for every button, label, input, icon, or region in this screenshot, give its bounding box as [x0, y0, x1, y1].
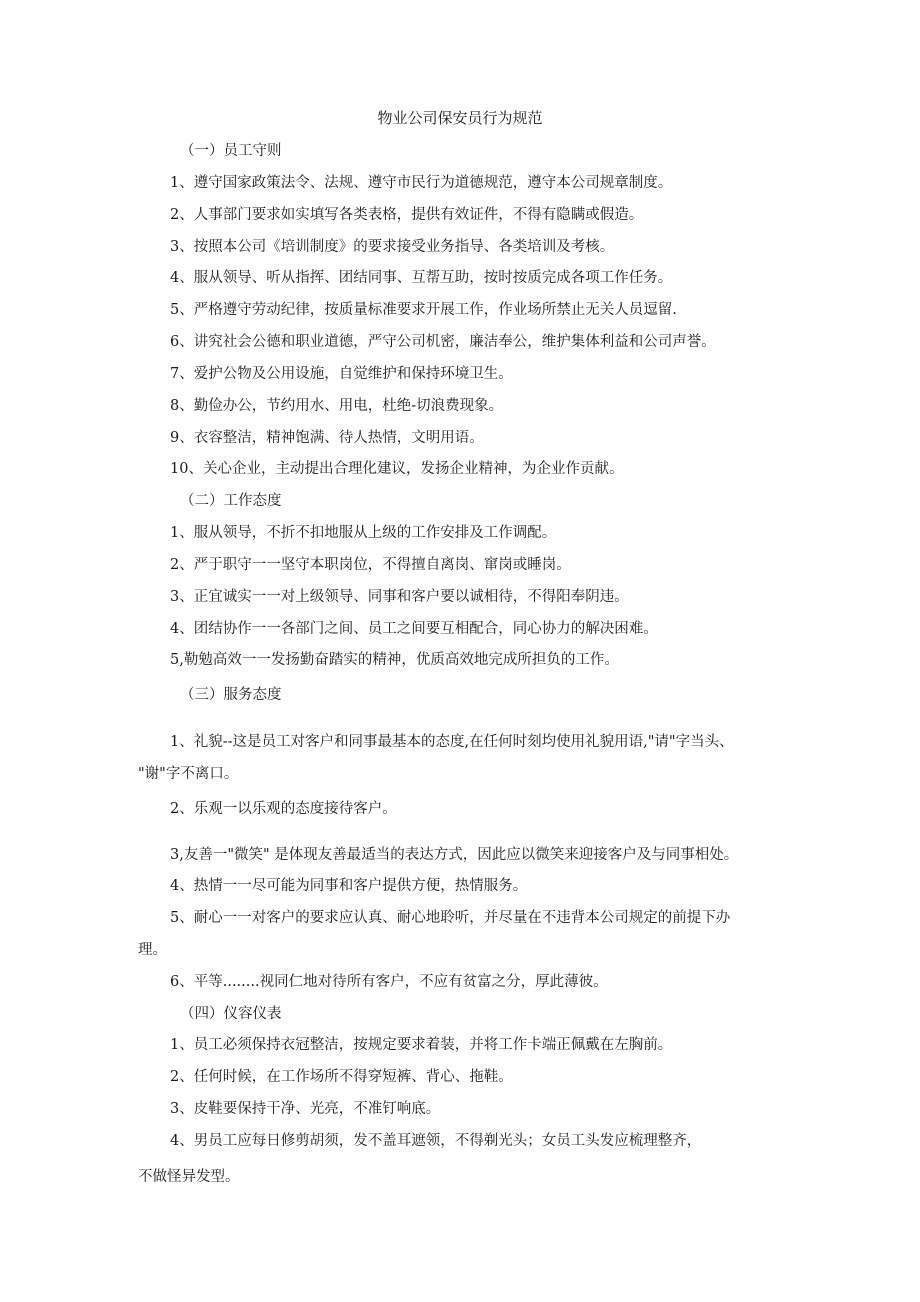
list-item: 8、勤俭办公，节约用水、用电，杜绝-切浪费现象。	[170, 398, 504, 414]
section-heading: （二）工作态度	[180, 493, 282, 509]
section-heading: （四）仪容仪表	[180, 1006, 282, 1022]
list-item: 1、遵守国家政策法令、法规、遵守市民行为道德规范，遵守本公司规章制度。	[170, 175, 673, 191]
section-heading: （三）服务态度	[180, 687, 282, 703]
list-item: 10、关心企业，主动提出合理化建议，发扬企业精神，为企业作贡献。	[170, 461, 624, 477]
list-item-continuation: "谢"字不离口。	[138, 766, 239, 782]
list-item: 5、严格遵守劳动纪律，按质量标准要求开展工作，作业场所禁止无关人员逗留.	[170, 302, 677, 318]
section-heading: （一）员工守则	[180, 143, 282, 159]
list-item: 3、按照本公司《培训制度》的要求接受业务指导、各类培训及考核。	[170, 239, 615, 255]
list-item: 2、任何时候，在工作场所不得穿短裤、背心、拖鞋。	[170, 1069, 513, 1085]
list-item: 2、严于职守一一坚守本职岗位，不得擅自离岗、窜岗或睡岗。	[170, 557, 571, 573]
list-item: 4、热情一一尽可能为同事和客户提供方便，热情服务。	[170, 878, 528, 894]
list-item: 4、团结协作一一各部门之间、员工之间要互相配合，同心协力的解决困难。	[170, 621, 658, 637]
list-item: 4、服从领导、听从指挥、团结同事、互帮互助，按时按质完成各项工作任务。	[170, 270, 673, 286]
list-item: 5,勒勉高效一一发扬勤奋踏实的精神，优质高效地完成所担负的工作。	[170, 652, 619, 668]
list-item: 1、礼貌--这是员工对客户和同事最基本的态度,在任何时刻均使用礼貌用语,"请"字当头、	[170, 734, 734, 750]
list-item: 2、乐观一以乐观的态度接待客户。	[170, 801, 397, 817]
list-item: 3,友善一"微笑" 是体现友善最适当的表达方式，因此应以微笑来迎接客户及与同事相处。	[170, 847, 739, 863]
list-item: 7、爱护公物及公用设施，自觉维护和保持环境卫生。	[170, 366, 513, 382]
list-item: 1、员工必须保持衣冠整洁，按规定要求着装，并将工作卡端正佩戴在左胸前。	[170, 1037, 673, 1053]
list-item: 6、平等........视同仁地对待所有客户，不应有贫富之分，厚此薄彼。	[170, 974, 608, 990]
list-item: 9、衣容整洁，精神饱满、待人热情，文明用语。	[170, 430, 484, 446]
list-item: 4、男员工应每日修剪胡须，发不盖耳遮领，不得剃光头；女员工头发应梳理整齐，	[170, 1133, 702, 1149]
document-title: 物业公司保安员行为规范	[377, 109, 543, 127]
list-item: 2、人事部门要求如实填写各类表格，提供有效证件，不得有隐瞒或假造。	[170, 207, 644, 223]
list-item-continuation: 不做怪异发型。	[138, 1169, 240, 1185]
list-item: 5、耐心一一对客户的要求应认真、耐心地聆听，并尽量在不违背本公司规定的前提下办	[170, 910, 731, 926]
list-item: 3、正宜诚实一一对上级领导、同事和客户要以诚相待，不得阳奉阴违。	[170, 589, 629, 605]
list-item-continuation: 理。	[138, 942, 167, 958]
list-item: 6、讲究社会公德和职业道德，严守公司机密，廉洁奉公，维护集体利益和公司声誉。	[170, 334, 716, 350]
list-item: 1、服从领导，不折不扣地服从上级的工作安排及工作调配。	[170, 525, 557, 541]
list-item: 3、皮鞋要保持干净、光亮，不准钉响底。	[170, 1101, 441, 1117]
